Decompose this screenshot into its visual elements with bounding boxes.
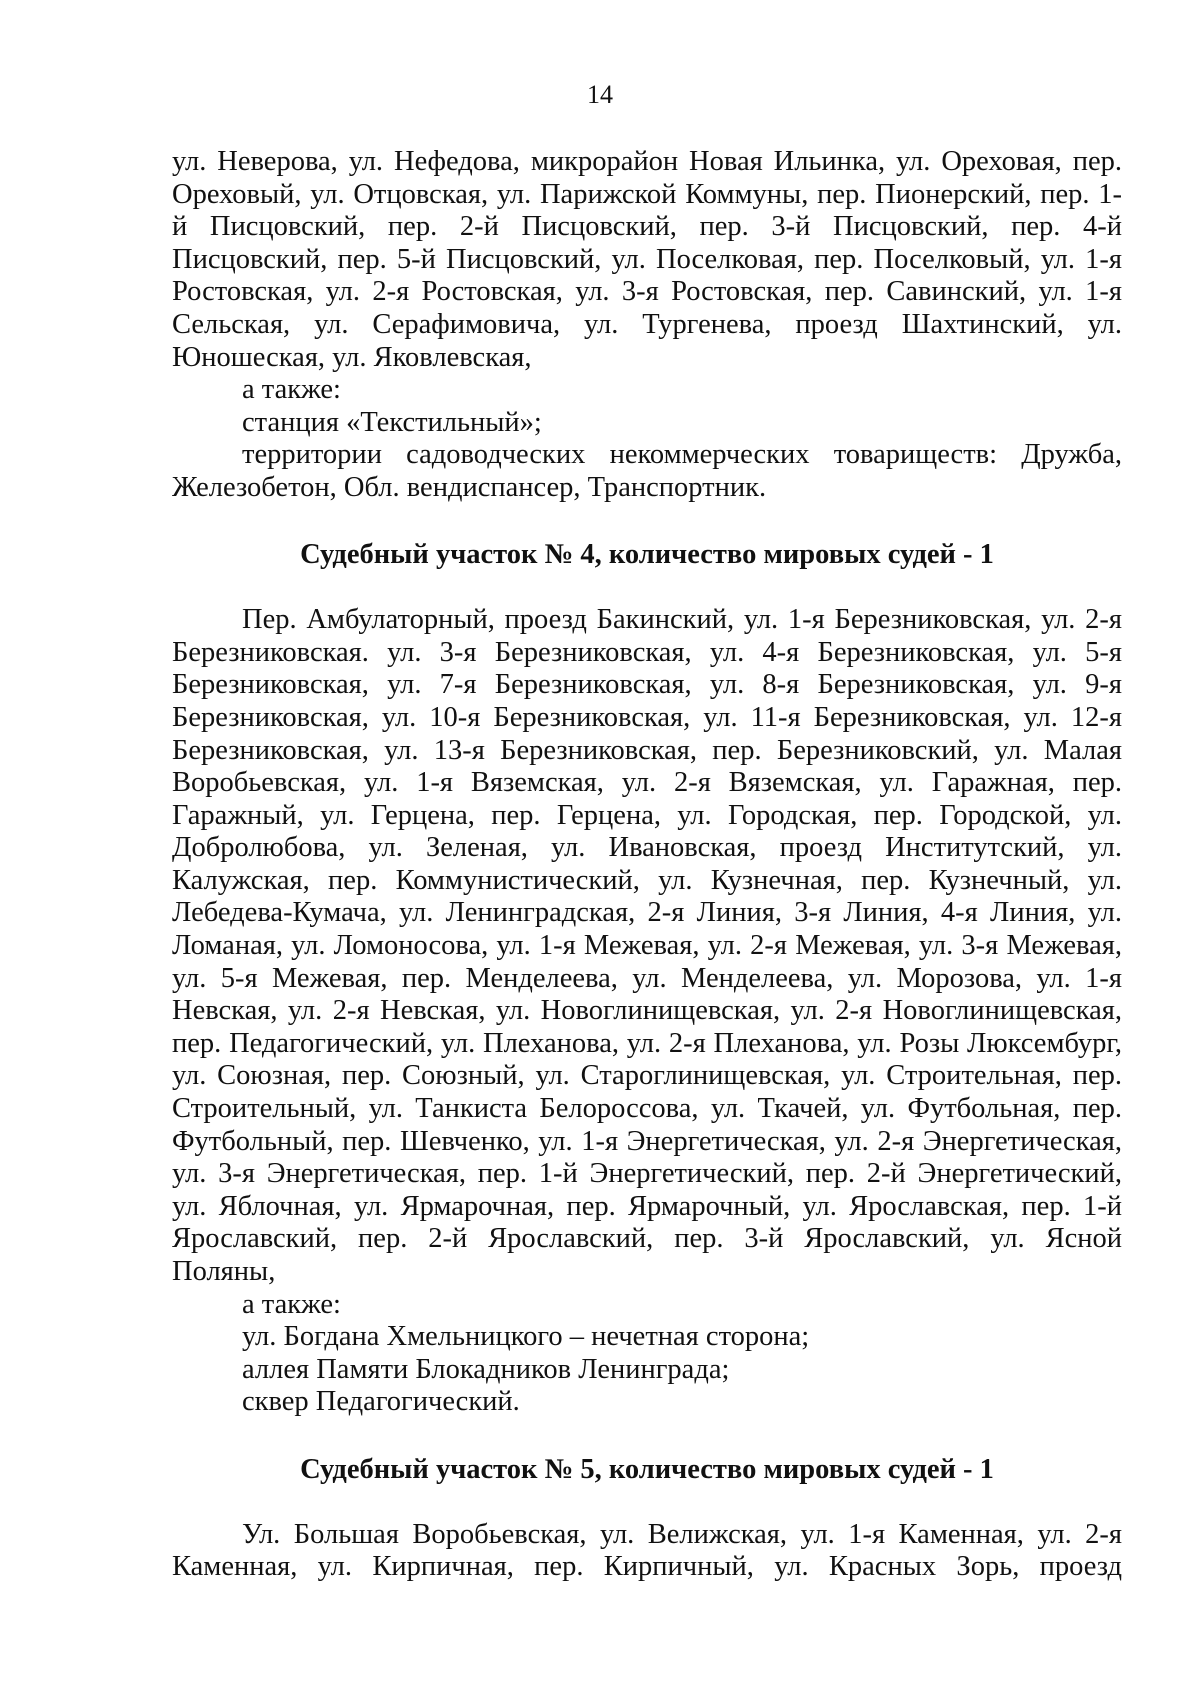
section-5-heading: Судебный участок № 5, количество мировых судей - 1 <box>300 1453 994 1485</box>
section-4-extra-line: аллея Памяти Блокадников Ленинграда; <box>242 1353 730 1385</box>
section-3-streets-paragraph: ул. Неверова, ул. Нефедова, микрорайон Новая Ильинка, ул. Ореховая, пер. Ореховый, ул. Отцовская, ул. Парижской Коммуны, пер. Пионерский, пер. 1-й Писцовский, пер. 2-й Писцовский, пер. 3-й Писцовский, пер. 4-й Писцовский, пер. 5-й Писцовский, ул. Поселковая, пер. Поселковый, ул. 1-я Ростовская, ул. 2-я Ростовская, ул. 3-я Ростовская, пер. Савинский, ул. 1-я Сельская, ул. Серафимовича, ул. Тургенева, проезд Шахтинский, ул. Юношеская, ул. Яковлевская, <box>172 146 1122 373</box>
section-4-heading: Судебный участок № 4, количество мировых судей - 1 <box>300 538 994 570</box>
section-3-gardening-line: территории садоводческих некоммерческих товариществ: Дружба, Железобетон, Обл. вендиспансер, Транспортник. <box>172 439 1122 503</box>
section-4-extra-line: сквер Педагогический. <box>242 1386 520 1418</box>
section-4-also-label: а также: <box>242 1288 341 1320</box>
section-3-station-line: станция «Текстильный»; <box>242 406 542 438</box>
section-3-also-label: а также: <box>242 374 341 406</box>
section-5-streets-paragraph: Ул. Большая Воробьевская, ул. Велижская, ул. 1-я Каменная, ул. 2-я Каменная, ул. Кирпичная, пер. Кирпичный, ул. Красных Зорь, проезд <box>172 1518 1122 1583</box>
section-4-extra-line: ул. Богдана Хмельницкого – нечетная сторона; <box>242 1321 810 1353</box>
page-number: 14 <box>587 80 613 109</box>
section-4-streets-paragraph: Пер. Амбулаторный, проезд Бакинский, ул. 1-я Березниковская, ул. 2-я Березниковская. ул. 3-я Березниковская, ул. 4-я Березниковская, ул. 5-я Березниковская, ул. 7-я Березниковская, ул. 8-я Березниковская, ул. 9-я Березниковская, ул. 10-я Березниковская, ул. 11-я Березниковская, ул. 12-я Березниковская, ул. 13-я Березниковская, пер. Березниковский, ул. Малая Воробьевская, ул. 1-я Вяземская, ул. 2-я Вяземская, ул. Гаражная, пер. Гаражный, ул. Герцена, пер. Герцена, ул. Городская, пер. Городской, ул. Добролюбова, ул. Зеленая, ул. Ивановская, проезд Институтский, ул. Калужская, пер. Коммунистический, ул. Кузнечная, пер. Кузнечный, ул. Лебедева-Кумача, ул. Ленинградская, 2-я Линия, 3-я Линия, 4-я Линия, ул. Ломаная, ул. Ломоносова, ул. 1-я Межевая, ул. 2-я Межевая, ул. 3-я Межевая, ул. 5-я Межевая, пер. Менделеева, ул. Менделеева, ул. Морозова, ул. 1-я Невская, ул. 2-я Невская, ул. Новоглинищевская, ул. 2-я Новоглинищевская, пер. Педагогический, ул. Плеханова, ул. 2-я Плеханова, ул. Розы Люксембург, ул. Союзная, пер. Союзный, ул. Староглинищевская, ул. Строительная, пер. Строительный, ул. Танкиста Белороссова, ул. Ткачей, ул. Футбольная, пер. Футбольный, пер. Шевченко, ул. 1-я Энергетическая, ул. 2-я Энергетическая, ул. 3-я Энергетическая, пер. 1-й Энергетический, пер. 2-й Энергетический, ул. Яблочная, ул. Ярмарочная, пер. Ярмарочный, ул. Ярославская, пер. 1-й Ярославский, пер. 2-й Ярославский, пер. 3-й Ярославский, ул. Ясной Поляны, <box>172 604 1122 1287</box>
document-body <box>172 146 1122 1584</box>
